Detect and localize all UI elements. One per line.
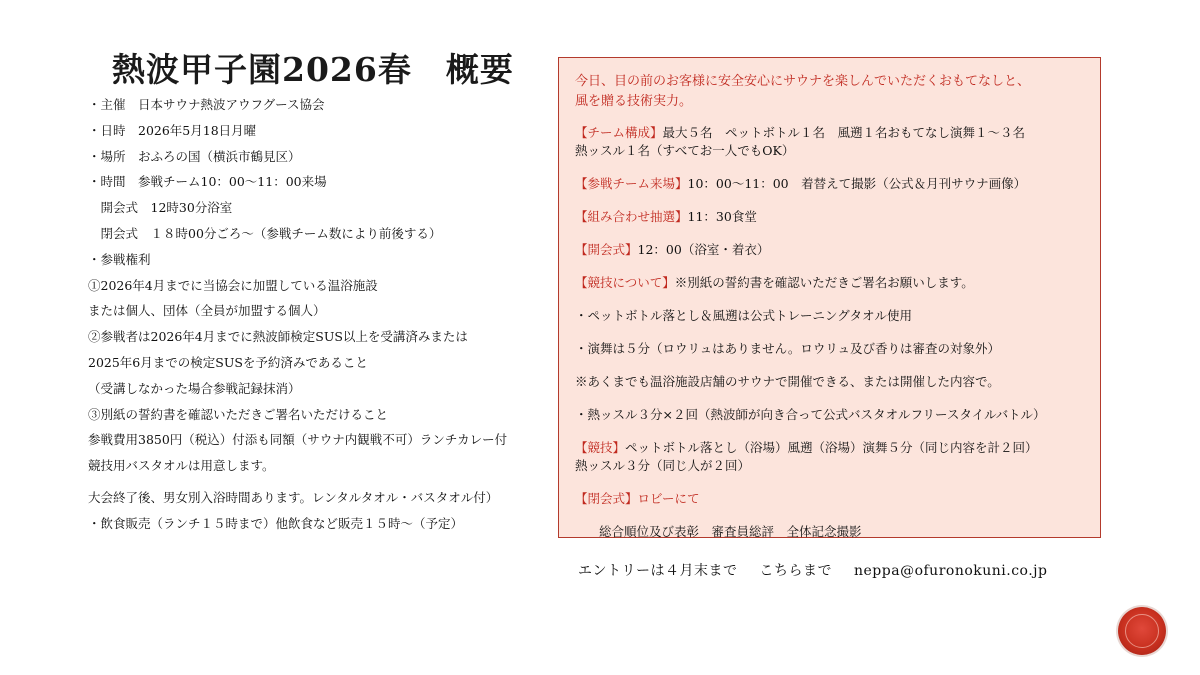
list-item: ・時間 参戦チーム10：00～11：00来場 <box>88 174 327 190</box>
page-title: 熱波甲子園2026春 概要 <box>112 50 514 89</box>
entry-deadline: エントリーは４月末まで <box>578 563 738 579</box>
draw-label: 【組み合わせ抽選】 <box>575 209 688 224</box>
team-text: 最大５名 ペットボトル１名 風遡１名おもてなし演舞１～３名 <box>662 125 1026 140</box>
rule-dance: ・演舞は５分（ロウリュはありません。ロウリュ及び香りは審査の対象外） <box>575 341 1001 356</box>
rule-bottle: ・ペットボトル落とし＆風遡は公式トレーニングタオル使用 <box>575 308 913 323</box>
list-item: ①2026年4月までに当協会に加盟している温浴施設 <box>88 277 378 293</box>
list-item: または個人、団体（全員が加盟する個人） <box>88 303 326 319</box>
arrival-text: 10：00～11：00 着替えて撮影（公式＆月刊サウナ画像） <box>687 176 1027 191</box>
rules-label: 【競技について】 <box>575 275 675 290</box>
list-item: ・飲食販売（ランチ１５時まで）他飲食など販売１５時～（予定） <box>88 515 464 531</box>
rule-muscle: ・熱ッスル３分×２回（熱波師が向き合って公式バスタオルフリースタイルバトル） <box>575 407 1046 422</box>
list-item: 閉会式 １８時00分ごろ～（参戦チーム数により前後する） <box>88 225 442 241</box>
list-item: 開会式 12時30分浴室 <box>88 200 233 216</box>
events-text-2: 熱ッスル３分（同じ人が２回） <box>575 458 751 473</box>
entry-contact: こちらまで <box>759 563 832 579</box>
details-panel <box>558 57 1101 538</box>
intro-line: 今日、目の前のお客様に安全安心にサウナを楽しんでいただくおもてなしと、 <box>575 74 1031 89</box>
draw-text: 11：30食堂 <box>687 209 757 224</box>
overview-list <box>88 92 558 537</box>
draw-section <box>575 208 1086 226</box>
opening-section <box>575 241 1086 259</box>
list-item: ・主催 日本サウナ熱波アウフグース協会 <box>88 97 325 112</box>
team-label: 【チーム構成】 <box>575 125 663 140</box>
team-section <box>575 124 1086 160</box>
arrival-section <box>575 175 1086 193</box>
list-item: ・参戦権利 <box>88 251 151 267</box>
list-item: 大会終了後、男女別入浴時間あります。レンタルタオル・バスタオル付） <box>88 489 499 505</box>
list-item: ・場所 おふろの国（横浜市鶴見区） <box>88 148 301 164</box>
closing-label: 【閉会式】ロビーにて <box>575 491 700 506</box>
rules-section <box>575 274 1086 292</box>
rules-text: ※別紙の誓約書を確認いただきご署名お願いします。 <box>674 275 974 290</box>
entry-info <box>578 560 1048 580</box>
entry-email: neppa@ofuronokuni.co.jp <box>854 563 1048 579</box>
events-section <box>575 439 1086 475</box>
list-item: ③別紙の誓約書を確認いただきご署名いただけること <box>88 406 389 422</box>
team-text-2: 熱ッスル１名（すべてお一人でもOK） <box>575 143 795 158</box>
closing-section <box>575 490 1086 508</box>
rule-note: ※あくまでも温浴施設店舗のサウナで開催できる、または開催した内容で。 <box>575 374 1000 389</box>
opening-label: 【開会式】 <box>575 242 638 257</box>
list-item: 競技用バスタオルは用意します。 <box>88 458 275 474</box>
list-item: ・日時 2026年5月18日月曜 <box>88 122 257 138</box>
list-item: （受講しなかった場合参戦記録抹消） <box>88 380 301 396</box>
list-item: 2025年6月までの検定SUSを予約済みであること <box>88 354 368 370</box>
events-text: ペットボトル落とし（浴場）風遡（浴場）演舞５分（同じ内容を計２回） <box>625 440 1038 455</box>
events-label: 【競技】 <box>575 440 626 455</box>
list-item: ②参戦者は2026年4月までに熱波師検定SUS以上を受講済みまたは <box>88 329 468 345</box>
panel-intro <box>575 72 1086 112</box>
intro-line: 風を贈る技術実力。 <box>575 94 693 109</box>
logo-mark-icon <box>1118 607 1166 655</box>
list-item: 参戦費用3850円（税込）付添も同額（サウナ内観戦不可）ランチカレー付 <box>88 432 508 448</box>
closing-text: 総合順位及び表彰 審査員総評 全体記念撮影 <box>599 524 862 539</box>
arrival-label: 【参戦チーム来場】 <box>575 176 688 191</box>
opening-text: 12：00（浴室・着衣） <box>637 242 770 257</box>
